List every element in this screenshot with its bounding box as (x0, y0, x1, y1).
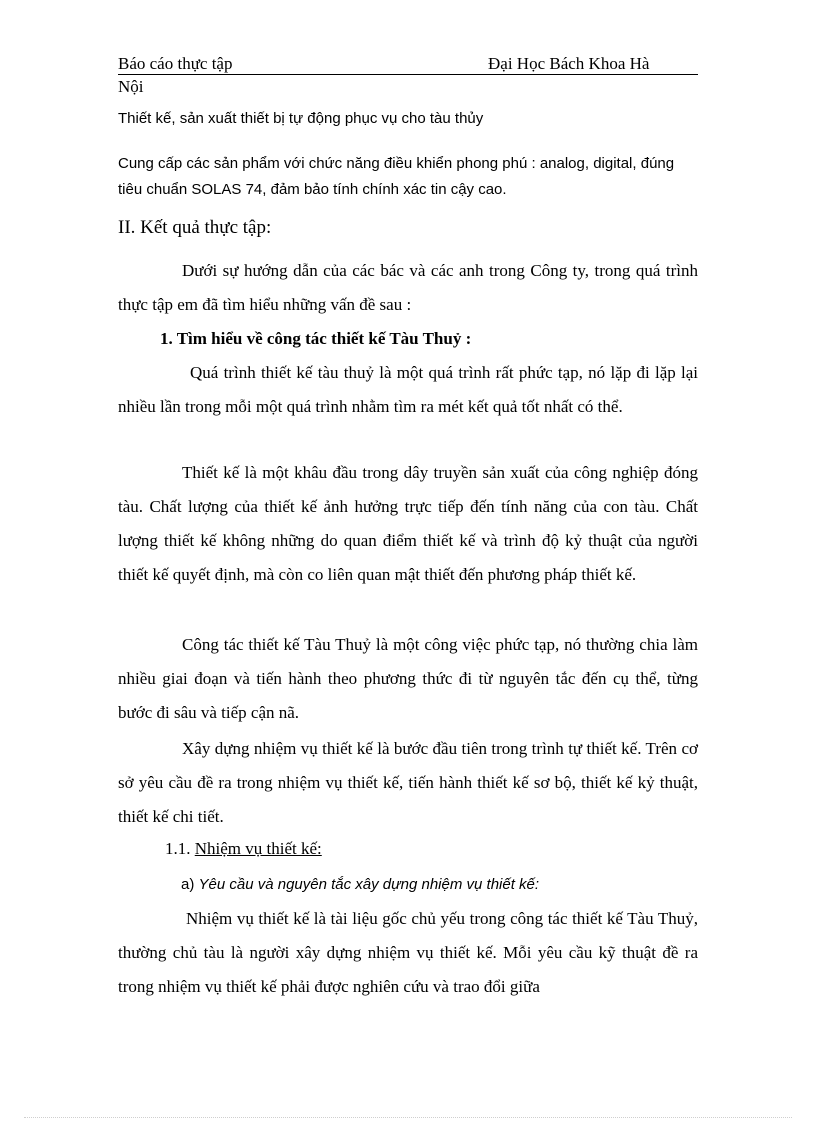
company-products-line: Cung cấp các sản phẩm với chức năng điều khiển phong phú : analog, digital, đúng tiêu chuẩn SOLAS 74, đảm bảo tính chính xác tin cậy cao. (118, 155, 675, 198)
paragraph-task-document: Nhiệm vụ thiết kế là tài liệu gốc chủ yếu trong công tác thiết kế Tàu Thuỷ, thường chủ tàu là người xây dựng nhiệm vụ thiết kế. Mỗi yêu cầu kỹ thuật đề ra trong nhiệm vụ thiết kế phải được nghiên cứu và trao đổi giữa (118, 909, 698, 996)
page-bottom-border (24, 1117, 792, 1118)
section-title: II. Kết quả thực tập: (118, 217, 272, 238)
subheading-number: 1.1. (165, 839, 191, 858)
subheading-design-task (165, 837, 322, 861)
subsubheading-label: a) (181, 876, 195, 893)
paragraph-design-tasks: Xây dựng nhiệm vụ thiết kế là bước đầu tiên trong trình tự thiết kế. Trên cơ sở yêu cầu đề ra trong nhiệm vụ thiết kế, tiến hành thiết kế sơ bộ, thiết kế kỷ thuật, thiết kế chi tiết. (118, 739, 698, 826)
heading-ship-design: 1. Tìm hiểu về công tác thiết kế Tàu Thuỷ : (160, 329, 472, 348)
company-activity-line: Thiết kế, sản xuất thiết bị tự động phục vụ cho tàu thủy (118, 110, 484, 127)
header-report-title: Báo cáo thực tập (118, 54, 233, 73)
subsubheading-title: Yêu cầu và nguyên tắc xây dựng nhiệm vụ thiết kế: (198, 876, 540, 893)
header-rule (118, 74, 698, 75)
paragraph-design-stages: Công tác thiết kế Tàu Thuỷ là một công việc phức tạp, nó thường chia làm nhiều giai đoạn và tiến hành theo phương thức đi từ nguyên tắc đến cụ thể, từng bước đi sâu và tiếp cận nã. (118, 635, 698, 722)
paragraph-design-process: Quá trình thiết kế tàu thuỷ là một quá trình rất phức tạp, nó lặp đi lặp lại nhiều lần trong mỗi một quá trình nhằm tìm ra mét kết quả tốt nhất có thể. (118, 363, 698, 416)
header-university: Đại Học Bách Khoa Hà (488, 54, 650, 73)
subheading-title: Nhiệm vụ thiết kế: (194, 839, 322, 858)
header-university-continued: Nội (118, 77, 144, 96)
paragraph-design-quality: Thiết kế là một khâu đầu trong dây truyền sản xuất của công nghiệp đóng tàu. Chất lượng của thiết kế ảnh hưởng trực tiếp đến tính năng của con tàu. Chất lượng thiết kế không những do quan điểm thiết kế và trình độ kỷ thuật của người thiết kế quyết định, mà còn co liên quan mật thiết đến phương pháp thiết kế. (118, 463, 698, 584)
subsubheading-requirements (181, 873, 539, 897)
intro-paragraph: Dưới sự hướng dẫn của các bác và các anh trong Công ty, trong quá trình thực tập em đã tìm hiểu những vấn đề sau : (118, 261, 698, 314)
